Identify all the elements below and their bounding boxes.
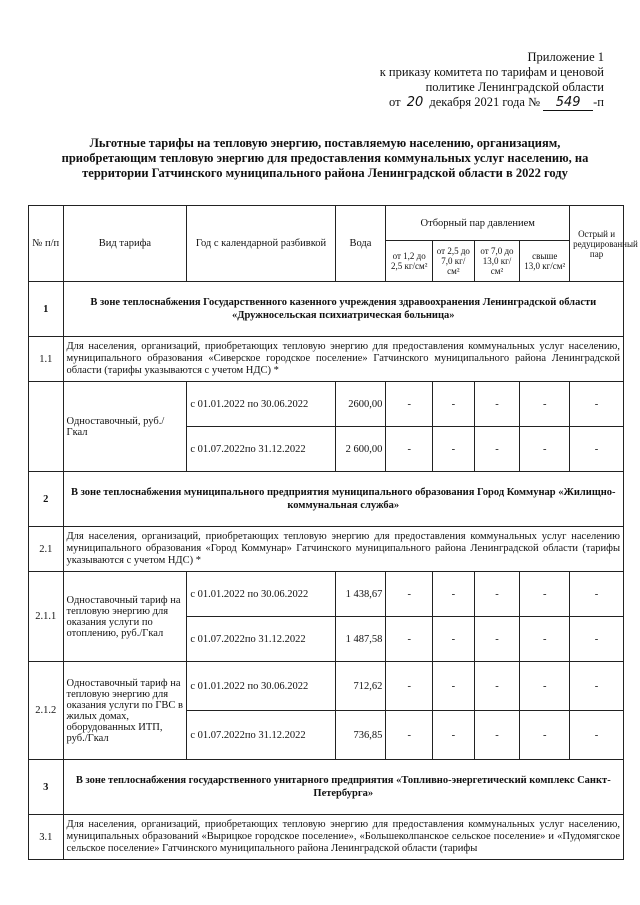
- dash-cell: -: [520, 382, 570, 427]
- order-suffix: -п: [593, 95, 604, 109]
- appendix-order-ref: к приказу комитета по тарифам и ценовой: [379, 65, 604, 79]
- row-2-1-1-water-2: 1 487,58: [335, 617, 386, 662]
- header-year: Год с календарной разбивкой: [187, 206, 335, 282]
- zone-1-text: В зоне теплоснабжения Государственного казенного учреждения здравоохранения Ленинградской области «Дружносельская психиатрическая больница»: [63, 282, 623, 337]
- dash-cell: -: [386, 427, 433, 472]
- dash-cell: -: [570, 572, 624, 617]
- dash-cell: -: [520, 427, 570, 472]
- row-2-1-2-period-2: с 01.07.2022по 31.12.2022: [187, 711, 335, 760]
- row-1-1-type: Одноставочный, руб./Гкал: [63, 382, 187, 472]
- zone-3-num: 3: [29, 760, 64, 815]
- dash-cell: -: [433, 617, 475, 662]
- dash-cell: -: [386, 382, 433, 427]
- order-number: 549: [543, 95, 593, 111]
- dash-cell: -: [386, 662, 433, 711]
- row-2-1-1-period-2: с 01.07.2022по 31.12.2022: [187, 617, 335, 662]
- row-1-1-water-1: 2600,00: [335, 382, 386, 427]
- appendix-date-line: [334, 95, 604, 111]
- dash-cell: -: [570, 662, 624, 711]
- appendix-committee: политике Ленинградской области: [425, 80, 604, 94]
- dash-cell: -: [570, 382, 624, 427]
- dash-cell: -: [386, 711, 433, 760]
- row-2-1-1-num: 2.1.1: [29, 572, 64, 662]
- appendix-block: [334, 50, 604, 111]
- row-2-1-num: 2.1: [29, 527, 64, 572]
- dash-cell: -: [520, 617, 570, 662]
- date-day: 20: [406, 95, 424, 110]
- document-title: Льготные тарифы на тепловую энергию, поставляемую населению, организациям, приобретающим тепловую энергию для предоставления коммунальных услуг населению, на территории Гатчинского муниципального района Ленинградской области в 2022 году: [61, 136, 589, 180]
- row-2-1-2-water-2: 736,85: [335, 711, 386, 760]
- header-steam-2: от 2,5 до 7,0 кг/см²: [433, 241, 475, 282]
- row-2-1-1-type: Одноставочный тариф на тепловую энергию для оказания услуги по отоплению, руб./Гкал: [63, 572, 187, 662]
- header-type: Вид тарифа: [63, 206, 187, 282]
- header-sharp-steam: Острый и редуцированный пар: [570, 206, 624, 282]
- dash-cell: -: [520, 662, 570, 711]
- dash-cell: -: [386, 572, 433, 617]
- dash-cell: -: [474, 662, 520, 711]
- dash-cell: -: [474, 617, 520, 662]
- row-1-1-water-2: 2 600,00: [335, 427, 386, 472]
- row-2-1-2-type: Одноставочный тариф на тепловую энергию для оказания услуги по ГВС в жилых домах, оборудованных ИТП, руб./Гкал: [63, 662, 187, 760]
- dash-cell: -: [386, 617, 433, 662]
- dash-cell: -: [433, 382, 475, 427]
- dash-cell: -: [520, 572, 570, 617]
- header-water: Вода: [335, 206, 386, 282]
- date-prefix: от: [389, 95, 401, 109]
- header-steam-4: свыше 13,0 кг/см²: [520, 241, 570, 282]
- row-2-1-text: Для населения, организаций, приобретающих тепловую энергию для предоставления коммунальных услуг населению муниципального образования «Город Коммунар» Гатчинского муниципального района Ленинградской области (тарифы указываются с учетом НДС) *: [63, 527, 623, 572]
- zone-2-text: В зоне теплоснабжения муниципального предприятия муниципального образования Город Коммунар «Жилищно-коммунальная служба»: [63, 472, 623, 527]
- dash-cell: -: [474, 427, 520, 472]
- tariff-table: [28, 205, 638, 860]
- dash-cell: -: [433, 572, 475, 617]
- dash-cell: -: [520, 711, 570, 760]
- row-2-1-1-water-1: 1 438,67: [335, 572, 386, 617]
- row-1-1-num: 1.1: [29, 337, 64, 382]
- appendix-title: Приложение 1: [527, 50, 604, 64]
- header-num: № п/п: [29, 206, 64, 282]
- dash-cell: -: [433, 711, 475, 760]
- date-month-year: декабря 2021 года №: [429, 95, 541, 109]
- row-1-1-spacer: [29, 382, 64, 472]
- row-2-1-2-num: 2.1.2: [29, 662, 64, 760]
- row-2-1-1-period-1: с 01.01.2022 по 30.06.2022: [187, 572, 335, 617]
- dash-cell: -: [474, 711, 520, 760]
- dash-cell: -: [474, 572, 520, 617]
- row-1-1-period-2: с 01.07.2022по 31.12.2022: [187, 427, 335, 472]
- row-2-1-2-water-1: 712,62: [335, 662, 386, 711]
- dash-cell: -: [570, 617, 624, 662]
- row-1-1-text: Для населения, организаций, приобретающих тепловую энергию для предоставления коммунальных услуг населению, муниципального образования «Сиверское городское поселение» Гатчинского муниципального района Ленинградской области (тарифы указываются с учетом НДС) *: [63, 337, 623, 382]
- row-1-1-period-1: с 01.01.2022 по 30.06.2022: [187, 382, 335, 427]
- dash-cell: -: [570, 427, 624, 472]
- zone-1-num: 1: [29, 282, 64, 337]
- dash-cell: -: [474, 382, 520, 427]
- dash-cell: -: [433, 662, 475, 711]
- zone-2-num: 2: [29, 472, 64, 527]
- row-3-1-text: Для населения, организаций, приобретающих тепловую энергию для предоставления коммунальных услуг населению, муниципальных образований «Вырицкое городское поселение», «Большеколпанское сельское поселение» и «Пудомягское сельское поселение» Гатчинского муниципального района Ленинградской области (тарифы: [63, 815, 623, 860]
- row-2-1-2-period-1: с 01.01.2022 по 30.06.2022: [187, 662, 335, 711]
- zone-3-text: В зоне теплоснабжения государственного унитарного предприятия «Топливно-энергетический комплекс Санкт-Петербурга»: [63, 760, 623, 815]
- dash-cell: -: [433, 427, 475, 472]
- header-steam-1: от 1,2 до 2,5 кг/см²: [386, 241, 433, 282]
- row-3-1-num: 3.1: [29, 815, 64, 860]
- dash-cell: -: [570, 711, 624, 760]
- header-steam-3: от 7,0 до 13,0 кг/см²: [474, 241, 520, 282]
- header-steam: Отборный пар давлением: [386, 206, 570, 241]
